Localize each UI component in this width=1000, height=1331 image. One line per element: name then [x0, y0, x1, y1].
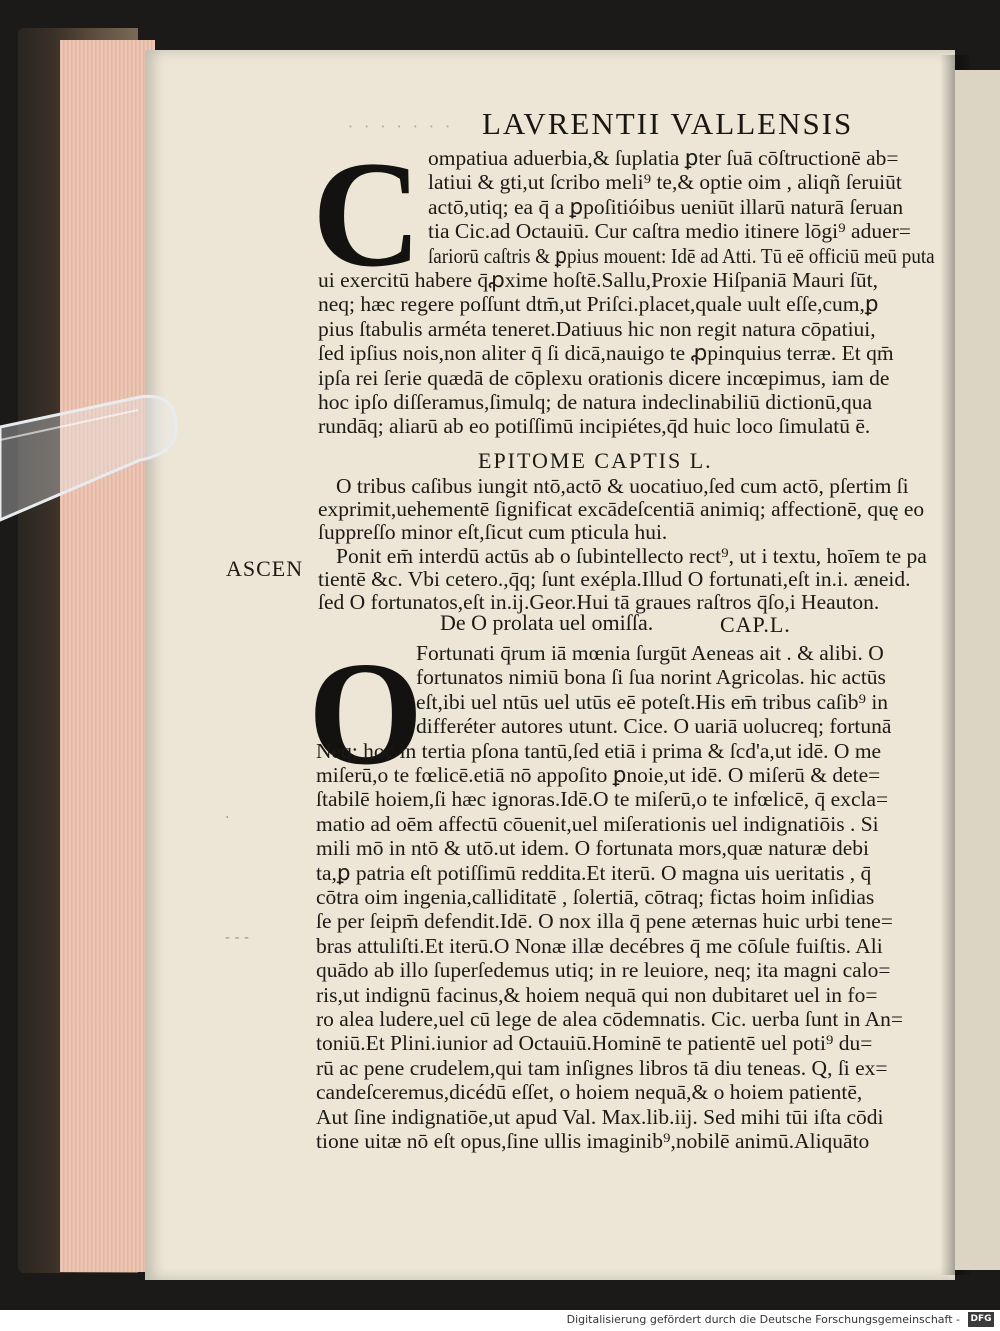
- text-line: O tribus caſibus iungit ntō,actō & uocatiuo,ſed cum actō, pſertim ſi: [336, 474, 909, 498]
- text-line: ipſa rei ſerie quædā de cōplexu orationis dicere incœpimus, iam de: [318, 365, 890, 390]
- text-line: tione uitæ nō eſt opus,ſine ullis imaginib⁹,nobilē animū.Aliquāto: [316, 1129, 870, 1153]
- text-line: differéter autores utunt. Cice. O uariā uolucreq; fortunā: [416, 714, 892, 739]
- epitome-heading: EPITOME CAPTIS L.: [478, 448, 713, 473]
- footer-bar: [0, 1310, 1000, 1331]
- text-line: quādo ab illo ſuperſedemus utiq; in re leuiore, neq; ita magni calo=: [316, 958, 891, 983]
- text-line: matio ad oēm affectū cōuenit,uel miſerationis uel indignatiōis . Si: [316, 811, 879, 836]
- show-through-text: · · · · · · ·: [348, 117, 454, 136]
- text-line: pius ſtabulis arméta teneret.Datiuus hic non regit natura cōpatiui,: [318, 316, 876, 341]
- text-line: mili mō in ntō & utō.ut idem. O fortunata mors,quæ naturæ debi: [316, 836, 869, 861]
- text-line: ris,ut indignū facinus,& hoiem nequā qui non dubitaret uel in fo=: [316, 982, 878, 1007]
- text-line: ſariorū caſtris & ꝑpius mouent: Idē ad Atti. Tū eē officiū meū puta: [428, 243, 935, 268]
- dfg-logo: DFG: [968, 1312, 994, 1327]
- text-line: ſed O fortunatos,eſt in.ij.Geor.Hui tā graues raſtros q̄ſo,i Heauton.: [318, 590, 880, 614]
- text-line: toniū.Et Plini.iunior ad Octauiū.Hominē te patientē uel poti⁹ du=: [316, 1031, 873, 1056]
- text-line: neq; hæc regere poſſunt dtm̄,ut Priſci.placet,quale uult eſſe,cum,ꝑ: [318, 292, 879, 317]
- text-line: exprimit,uehementē ſignificat excādeſcentiā animiq; affectionē, quę eo: [318, 497, 925, 522]
- text-line: actō,utiq; ea q̄ a ꝑpoſitióibus ueniūt illarū naturā ſeruan: [428, 194, 904, 219]
- chapter-number: CAP.L.: [720, 612, 791, 637]
- facing-page-edge: [955, 70, 1000, 1270]
- text-line: Aut ſine indignatiōe,ut apud Val. Max.lib.iij. Sed mihi tūi iſta cōdi: [316, 1104, 884, 1129]
- funding-credit: Digitalisierung gefördert durch die Deutsche Forschungsgemeinschaft -: [566, 1313, 960, 1326]
- text-line: ro alea ludere,uel cū lege de alea cōdemnatis. Cic. uerba ſunt in An=: [316, 1007, 904, 1031]
- page-edges: [60, 40, 155, 1272]
- text-line: rundāq; aliarū ab eo potiſſimū incipiétes,q̄d huic loco ſimulatū ē.: [318, 414, 871, 439]
- text-line: hoc ipſo diſſeramus,ſimulq; de natura indeclinabiliū dictionū,qua: [318, 390, 873, 414]
- text-line: miſerū,o te fœlicē.etiā nō appoſito ꝑnoie,ut idē. O miſerū & dete=: [316, 763, 881, 787]
- margin-note: ASCEN: [226, 556, 304, 581]
- text-line: fortunatos nimiū bona ſi ſua norint Agricolas. hic actūs: [416, 665, 886, 690]
- text-line: latiui & gti,ut ſcribo meli⁹ te,& optie oim , aliqñ ſeruiūt: [428, 170, 902, 195]
- text-line: rū ac pene crudelem,qui tam inſignes libros tā diu teneas. Q, ſi ex=: [316, 1055, 888, 1080]
- text-line: ta,ꝑ patria eſt potiſſimū reddita.Et iterū. O magna uis ueritatis , q̄: [316, 860, 872, 885]
- text-line: cōtra oim ingenia,calliditatē , ſolertiā, cōtraq; fictas hoim inſidias: [316, 885, 875, 909]
- drop-cap-o: O: [308, 632, 424, 796]
- text-line: tia Cic.ad Octauiū. Cur caſtra medio itinere lōgi⁹ aduer=: [428, 219, 911, 244]
- chapter-title: De O prolata uel omiſſa.: [440, 610, 654, 635]
- text-line: tientē &c. Vbi cetero.,q̄q; ſunt exépla.Illud O fortunati,eſt in.i. æneid.: [318, 566, 911, 591]
- text-line: ſuppreſſo minor eſt,ſicut cum pticula hui.: [318, 520, 668, 545]
- text-line: ſtabilē hoiem,ſi hæc ignoras.Idē.O te miſerū,o te infœlicē, q̄ excla=: [316, 787, 889, 812]
- text-line: ſed ipſius nois,non aliter q̄ ſi dicā,nauigo te ꝓpinquius terræ. Et qm̄: [318, 341, 894, 366]
- drop-cap-c: C: [312, 130, 422, 298]
- text-line: bras attuliſti.Et iterū.O Nonæ illæ decébres q̄ me cōſule fuiſtis. Ali: [316, 933, 883, 958]
- glass-page-weight: [0, 392, 180, 532]
- running-head: LAVRENTII VALLENSIS: [482, 106, 854, 141]
- text-line: ſe per ſeipm̄ defendit.Idē. O nox illa q̄ pene æternas huic urbi tene=: [316, 909, 893, 934]
- text-line: eſt,ibi uel ntūs uel utūs eē poteſt.His em̄ tribus caſib⁹ in: [416, 689, 889, 714]
- text-line: Fortunati q̄rum iā mœnia ſurgūt Aeneas ait . & alibi. O: [416, 641, 884, 665]
- text-line: ui exercitū habere q̄ꝓxime hoſtē.Sallu,Proxie Hiſpaniā Mauri ſūt,: [318, 268, 878, 292]
- pencil-mark: - - -: [225, 930, 250, 946]
- text-line: Ponit em̄ interdū actūs ab o ſubintellecto rect⁹, ut i textu, hoīem te pa: [336, 543, 927, 568]
- text-line: candeſceremus,dicédū eſſet, o hoiem nequā,& o hoiem patientē,: [316, 1080, 863, 1105]
- text-line: Neq; hoc in tertia pſona tantū,ſed etiā i prima & ſcd'a,ut idē. O me: [316, 738, 882, 763]
- text-line: ompatiua aduerbia,& ſuplatia ꝑter ſuā cōſtructionē ab=: [428, 146, 899, 170]
- pencil-mark: ·: [225, 810, 230, 826]
